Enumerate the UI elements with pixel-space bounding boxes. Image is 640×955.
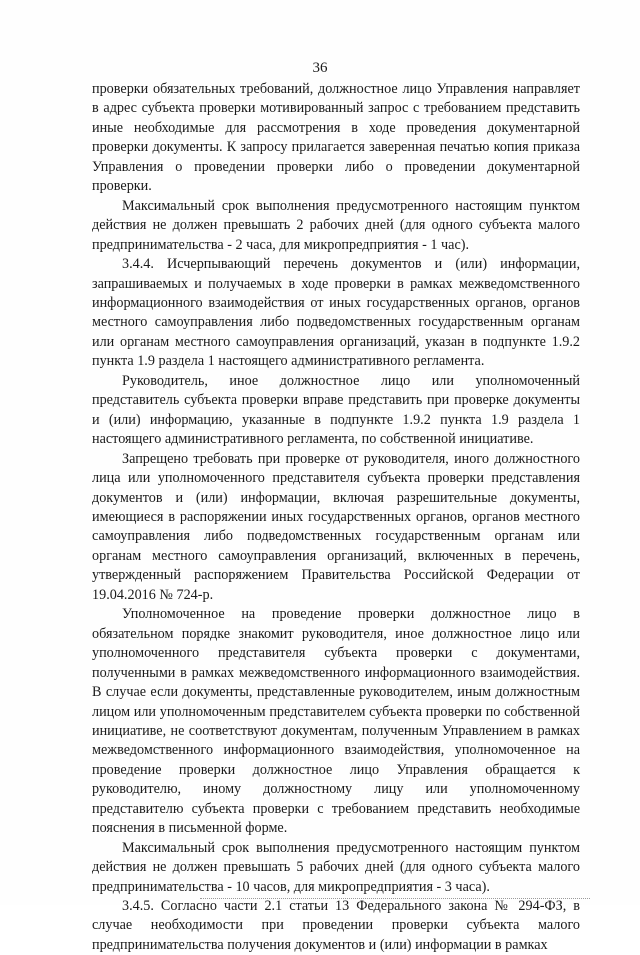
page-number: 36 bbox=[312, 60, 328, 76]
paragraph-familiarization: Уполномоченное на проведение проверки должностное лицо в обязательном порядке знакомит руководителя, иное должностное лицо или уполномоченного представителя субъекта проверки с документами, полученными в рамках межведомственного информационного взаимодействия. В случае если документы, представленные руководителем, иным должностным лицом или уполномоченным представителем субъекта проверки по собственной инициативе, не соответствуют документам, полученным Управлением в рамках межведомственного информационного взаимодействия, уполномоченное на проведение проверки должностное лицо Управления обращается к руководителю, иному должностному лицу или уполномоченному представителю субъекта проверки с требованием представить необходимые пояснения в письменной форме. bbox=[92, 606, 580, 837]
paragraph-continuation: проверки обязательных требований, должностное лицо Управления направляет в адрес субъекта проверки мотивированный запрос с требованием представить иные необходимые для рассмотрения в ходе проведения документарной проверки документы. К запросу прилагается заверенная печатью копия приказа Управления о проведении проверки либо о проведении документарной проверки. bbox=[92, 81, 580, 195]
paragraph-max-time-2-days: Максимальный срок выполнения предусмотренного настоящим пунктом действия не должен превышать 2 рабочих дней (для одного субъекта малого предпринимательства - 2 часа, для микропредприятия - 1 час). bbox=[92, 197, 580, 253]
document-body bbox=[92, 80, 580, 955]
paragraph-3-4-5: 3.4.5. Согласно части 2.1 статьи 13 Федерального закона № 294-ФЗ, в случае необходимости при проведении проверки субъекта малого предпринимательства получения документов и (или) информации в рамках bbox=[92, 898, 580, 953]
paragraph-3-4-4: 3.4.4. Исчерпывающий перечень документов и (или) информации, запрашиваемых и получаемых в ходе проверки в рамках межведомственного информационного взаимодействия от иных государственных органов, органов местного самоуправления либо подведомственных государственным органам или органам местного самоуправления организаций, указан в подпункте 1.9.2 пункта 1.9 раздела 1 настоящего административного регламента. bbox=[92, 256, 580, 370]
paragraph-max-time-5-days: Максимальный срок выполнения предусмотренного настоящим пунктом действия не должен превышать 5 рабочих дней (для одного субъекта малого предпринимательства - 10 часов, для микропредприятия - 3 часа). bbox=[92, 839, 580, 895]
paragraph-own-initiative: Руководитель, иное должностное лицо или уполномоченный представитель субъекта проверки вправе представить при проверке документы и (или) информацию, указанные в подпункте 1.9.2 пункта 1.9 раздела 1 настоящего административного регламента, по собственной инициативе. bbox=[92, 372, 580, 448]
paragraph-prohibited: Запрещено требовать при проверке от руководителя, иного должностного лица или уполномоченного представителя субъекта проверки представления документов и (или) информации, включая разрешительные документы, имеющиеся в распоряжении иных государственных органов, органов местного самоуправления либо подведомственных государственным органам или органам местного самоуправления организаций, включенных в перечень, утвержденный распоряжением Правительства Российской Федерации от 19.04.2016 № 724-р. bbox=[92, 450, 580, 603]
scan-edge-line bbox=[200, 898, 590, 899]
